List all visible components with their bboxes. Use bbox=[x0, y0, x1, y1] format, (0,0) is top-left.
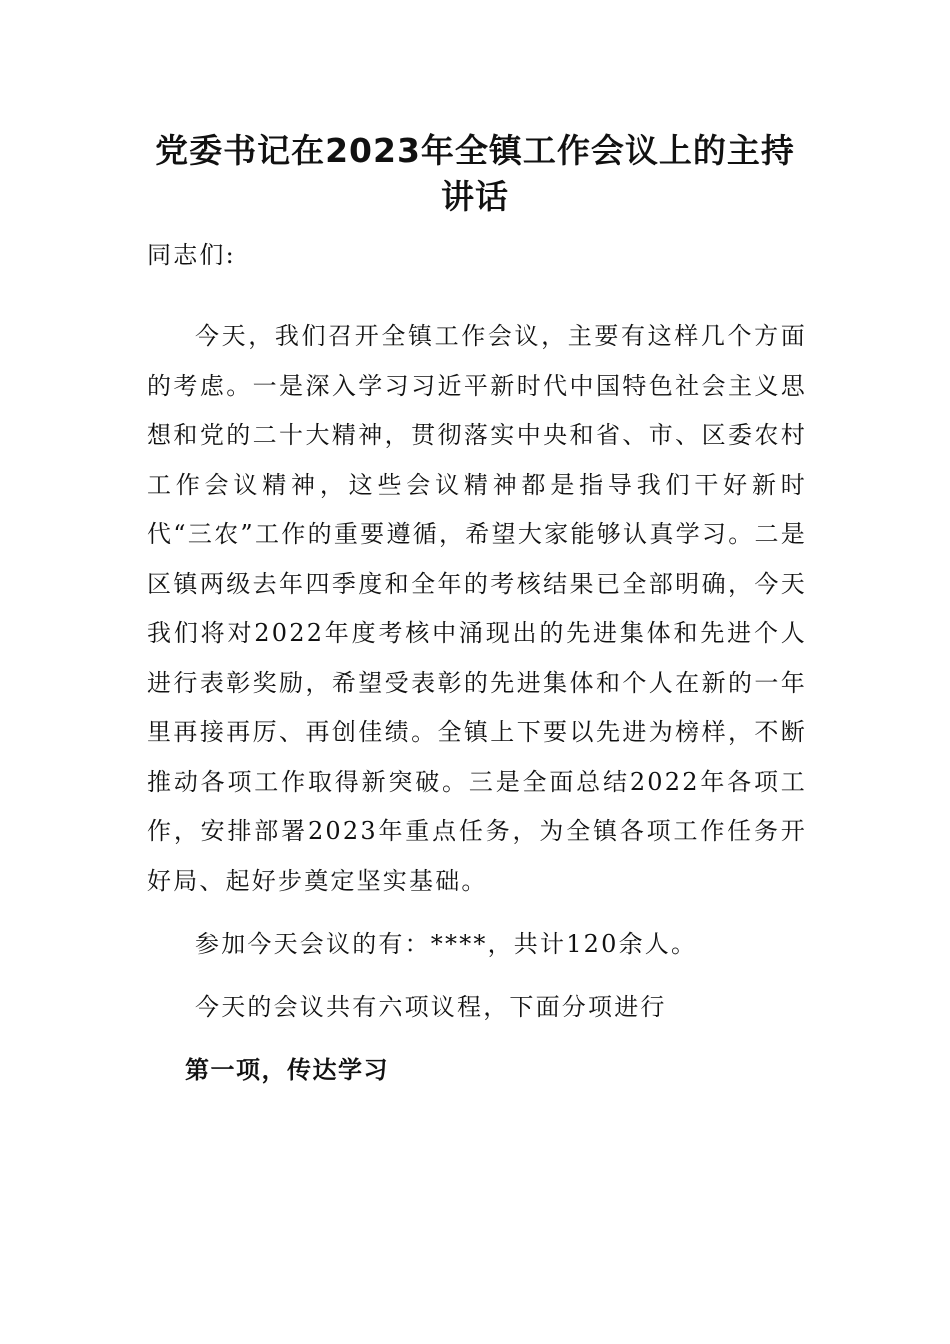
opening-paragraph: 今天，我们召开全镇工作会议，主要有这样几个方面的考虑。一是深入学习习近平新时代中国特色社会主义思想和党的二十大精神，贯彻落实中央和省、市、区委农村工作会议精神，这些会议精神都是指导我们干好新时代“三农”工作的重要遵循，希望大家能够认真学习。二是区镇两级去年四季度和全年的考核结果已全部明确，今天我们将对2022年度考核中涌现出的先进集体和先进个人进行表彰奖励，希望受表彰的先进集体和个人在新的一年里再接再厉、再创佳绩。全镇上下要以先进为榜样，不断推动各项工作取得新突破。三是全面总结2022年各项工作，安排部署2023年重点任务，为全镇各项工作任务开好局、起好步奠定坚实基础。 bbox=[147, 322, 807, 895]
agenda-paragraph: 今天的会议共有六项议程，下面分项进行 bbox=[195, 993, 667, 1021]
document-title bbox=[140, 128, 810, 220]
section-heading: 第一项，传达学习 bbox=[185, 1056, 389, 1084]
attendance-paragraph: 参加今天会议的有：****，共计120余人。 bbox=[195, 930, 698, 958]
greeting: 同志们: bbox=[147, 241, 236, 269]
title-line-2: 讲话 bbox=[441, 177, 509, 216]
title-line-1: 党委书记在2023年全镇工作会议上的主持 bbox=[155, 131, 795, 170]
